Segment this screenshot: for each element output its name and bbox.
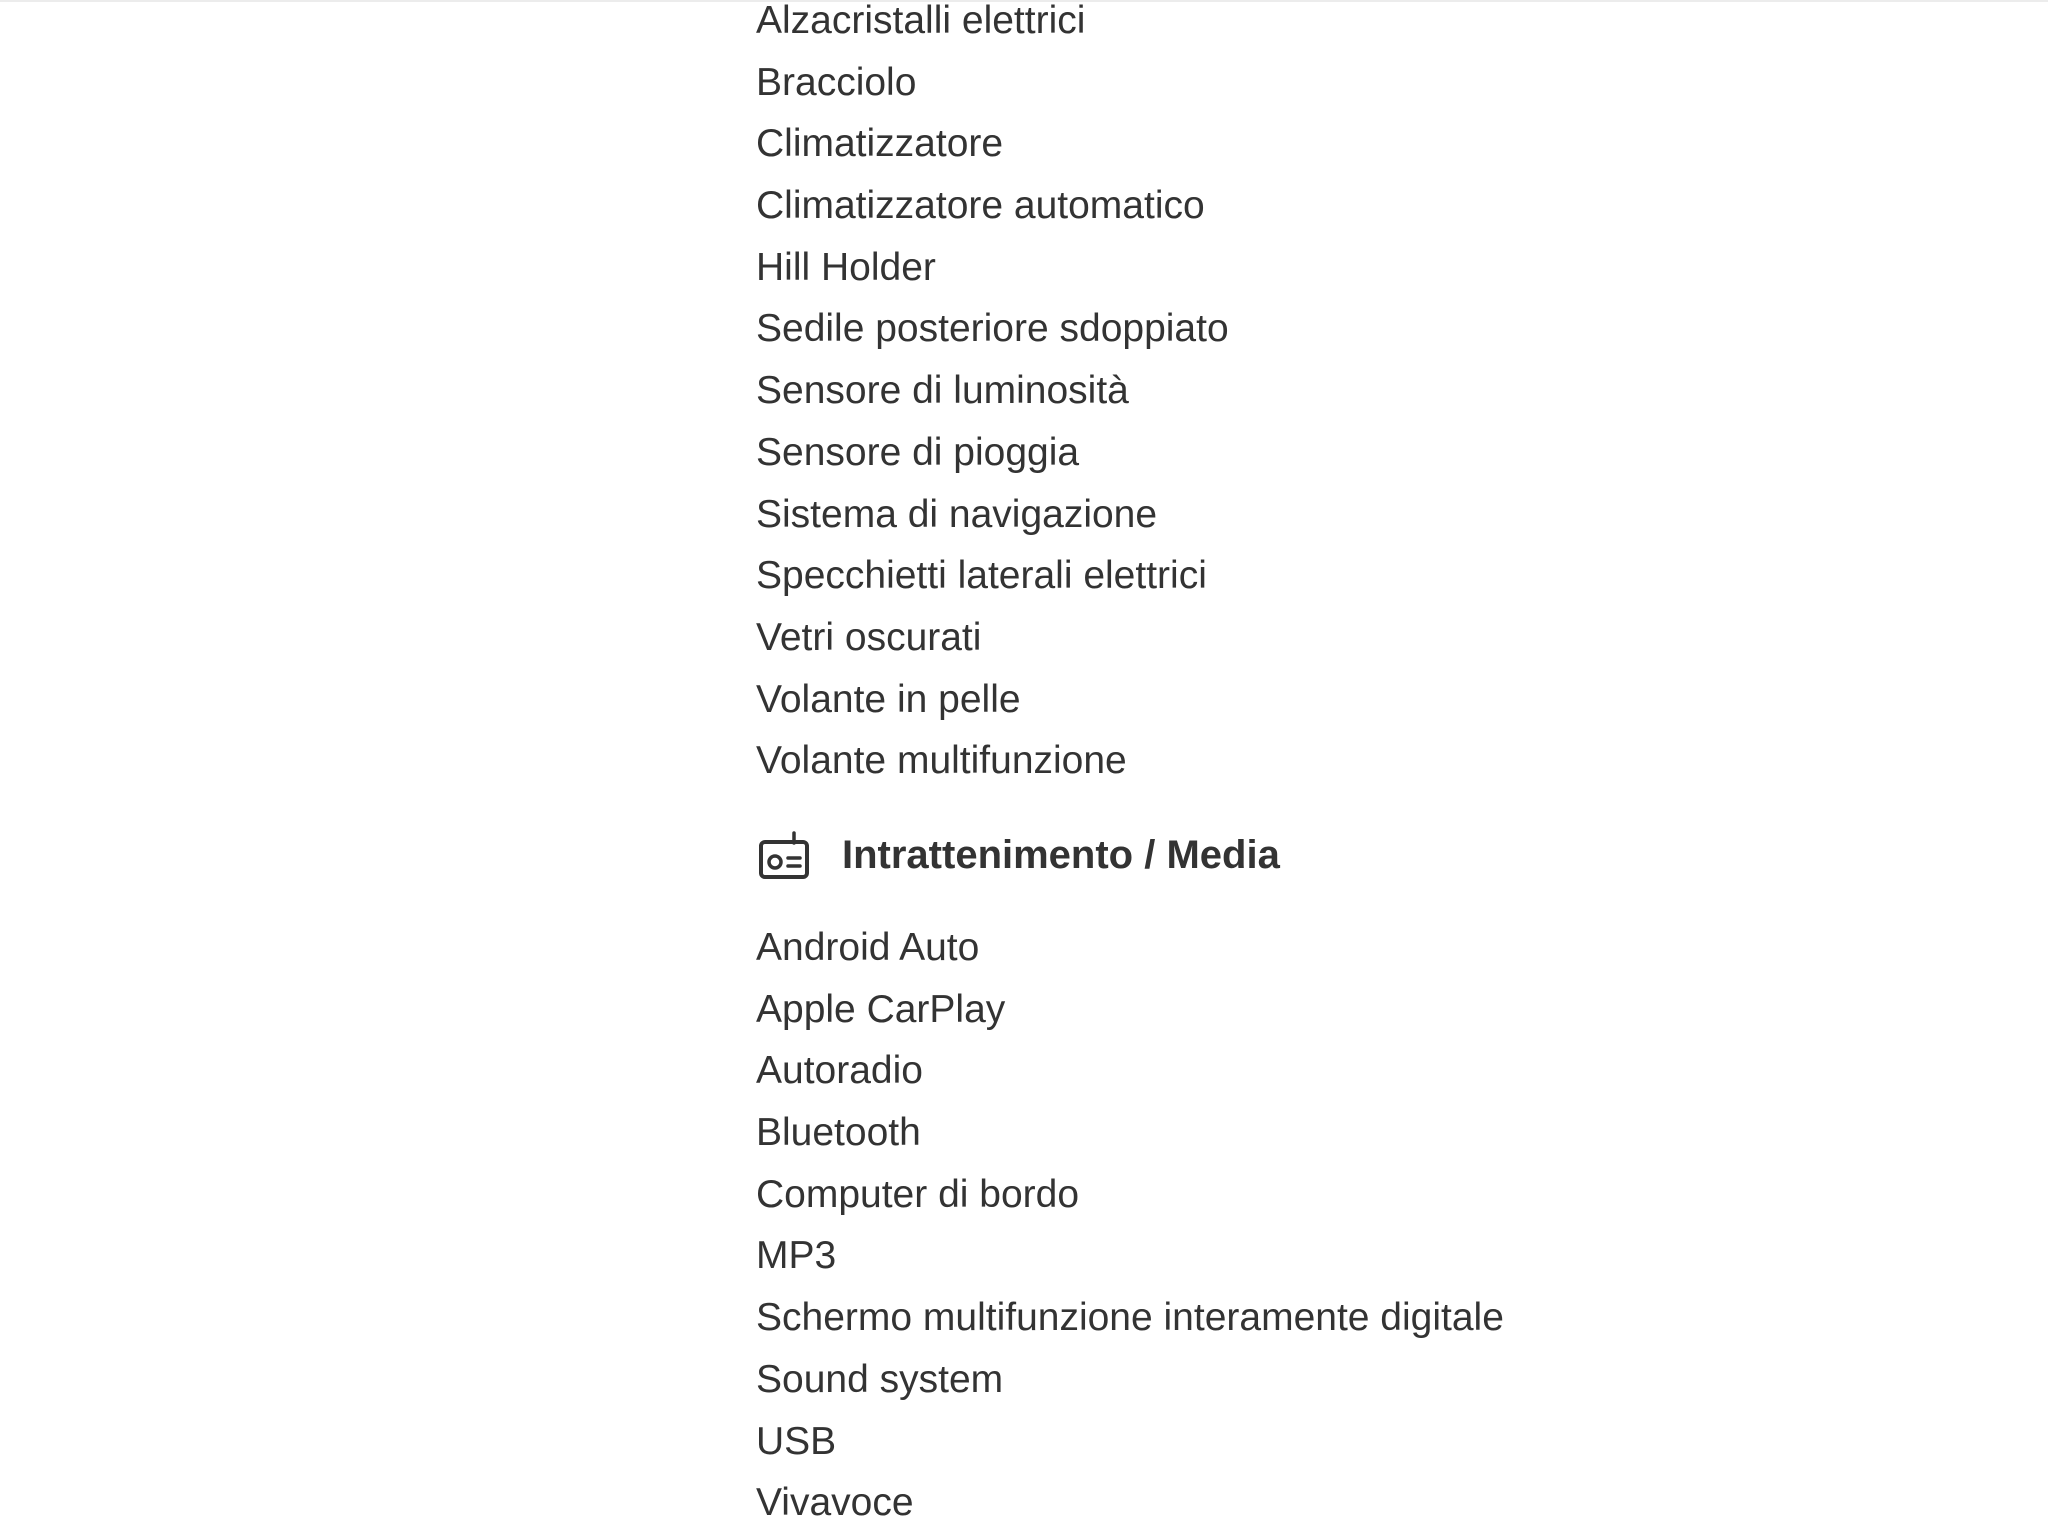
feature-item: Alzacristalli elettrici	[756, 0, 1086, 42]
media-section-header	[756, 820, 1280, 890]
feature-item: Climatizzatore automatico	[756, 184, 1205, 228]
feature-item: Sensore di luminosità	[756, 369, 1129, 413]
feature-item: Sistema di navigazione	[756, 492, 1158, 536]
feature-item: Bluetooth	[756, 1111, 921, 1155]
section-title: Intrattenimento / Media	[842, 832, 1280, 877]
feature-item: Schermo multifunzione interamente digitale	[756, 1296, 1504, 1340]
comfort-feature-list	[756, 0, 1229, 792]
feature-item: MP3	[756, 1234, 837, 1278]
radio-icon	[756, 827, 812, 883]
feature-item: Volante in pelle	[756, 677, 1021, 721]
feature-item: Vetri oscurati	[756, 615, 982, 659]
feature-item: Volante multifunzione	[756, 739, 1127, 783]
feature-item: Autoradio	[756, 1049, 923, 1093]
feature-item: Android Auto	[756, 926, 980, 969]
feature-item: Specchietti laterali elettrici	[756, 554, 1207, 598]
feature-item: Sensore di pioggia	[756, 430, 1080, 474]
feature-item: USB	[756, 1419, 837, 1463]
feature-item: Sedile posteriore sdoppiato	[756, 307, 1229, 351]
feature-item: Climatizzatore	[756, 122, 1004, 166]
feature-item: Bracciolo	[756, 60, 917, 104]
feature-item: Apple CarPlay	[756, 987, 1006, 1031]
feature-item: Vivavoce	[756, 1481, 914, 1525]
feature-item: Computer di bordo	[756, 1172, 1080, 1216]
feature-item: Sound system	[756, 1357, 1004, 1401]
media-feature-list	[756, 917, 1504, 1534]
feature-item: Hill Holder	[756, 245, 936, 289]
